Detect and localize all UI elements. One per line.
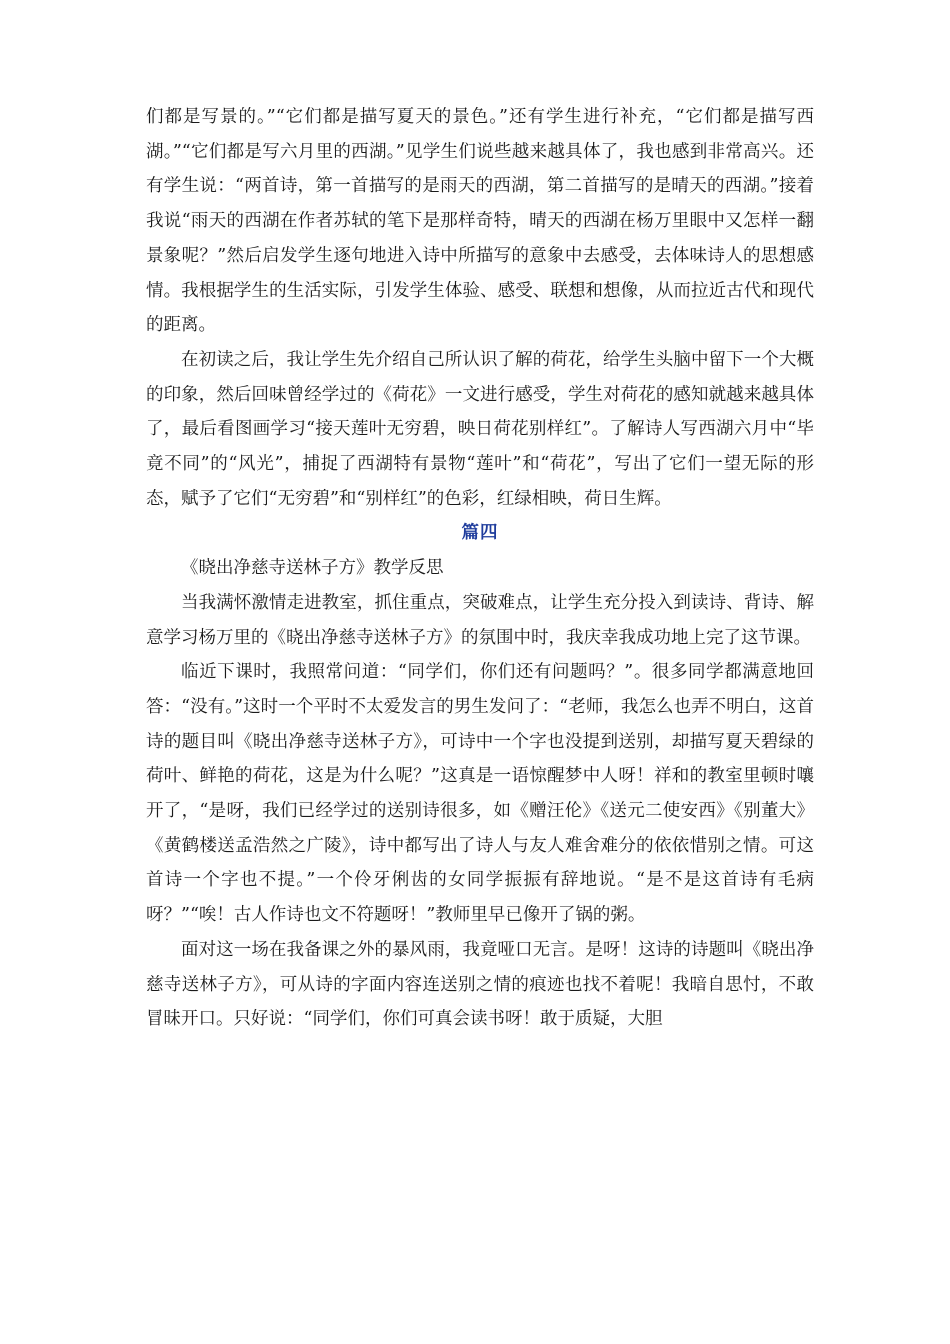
- paragraph-lotus: 在初读之后，我让学生先介绍自己所认识了解的荷花，给学生头脑中留下一个大概的印象，然后回味曾经学过的《荷花》一文进行感受，学生对荷花的感知就越来越具体了，最后看图画学习“接天莲叶无穷碧，映日荷花别样红”。了解诗人写西湖六月中“毕竟不同”的“风光”，捕捉了西湖特有景物“莲叶”和“荷花”，写出了它们一望无际的形态，赋予了它们“无穷碧”和“别样红”的色彩，红绿相映，荷日生辉。: [146, 349, 814, 509]
- paragraph-intro: 当我满怀激情走进教室，抓住重点，突破难点，让学生充分投入到读诗、背诗、解意学习杨万里的《晓出净慈寺送林子方》的氛围中时，我庆幸我成功地上完了这节课。: [146, 592, 814, 648]
- paragraph-question: 临近下课时，我照常问道：“同学们，你们还有问题吗？”。很多同学都满意地回答：“没有。”这时一个平时不太爱发言的男生发问了：“老师，我怎么也弄不明白，这首诗的题目叫《晓出净慈寺送林子方》，可诗中一个字也没提到送别，却描写夏天碧绿的荷叶、鲜艳的荷花，这是为什么呢？”这真是一语惊醒梦中人呀！祥和的教室里顿时嚷开了，“是呀，我们已经学过的送别诗很多，如《赠汪伦》《送元二使安西》《别董大》《黄鹤楼送孟浩然之广陵》，诗中都写出了诗人与友人难舍难分的依依惜别之情。可这首诗一个字也不提。”一个伶牙俐齿的女同学振振有辞地说。“是不是这首诗有毛病呀？”“唉！古人作诗也文不符题呀！”教师里早已像开了锅的粥。: [146, 662, 814, 926]
- paragraph-response: 面对这一场在我备课之外的暴风雨，我竟哑口无言。是呀！这诗的诗题叫《晓出净慈寺送林子方》，可从诗的字面内容连送别之情的痕迹也找不着呢！我暗自思忖，不敢冒昧开口。只好说：“同学们，你们可真会读书呀！敢于质疑，大胆: [146, 939, 814, 1030]
- subtitle: 《晓出净慈寺送林子方》教学反思: [181, 558, 444, 579]
- document-body: [146, 100, 814, 1037]
- paragraph-continuation: 们都是写景的。”“它们都是描写夏天的景色。”还有学生进行补充，“它们都是描写西湖。”“它们都是写六月里的西湖。”见学生们说些越来越具体了，我也感到非常高兴。还有学生说：“两首诗，第一首描写的是雨天的西湖，第二首描写的是晴天的西湖。”接着我说“雨天的西湖在作者苏轼的笔下是那样奇特，晴天的西湖在杨万里眼中又怎样一翻景象呢？”然后启发学生逐句地进入诗中所描写的意象中去感受，去体味诗人的思想感情。我根据学生的生活实际，引发学生体验、感受、联想和想像，从而拉近古代和现代的距离。: [146, 107, 814, 336]
- section-heading: 篇四: [461, 523, 499, 544]
